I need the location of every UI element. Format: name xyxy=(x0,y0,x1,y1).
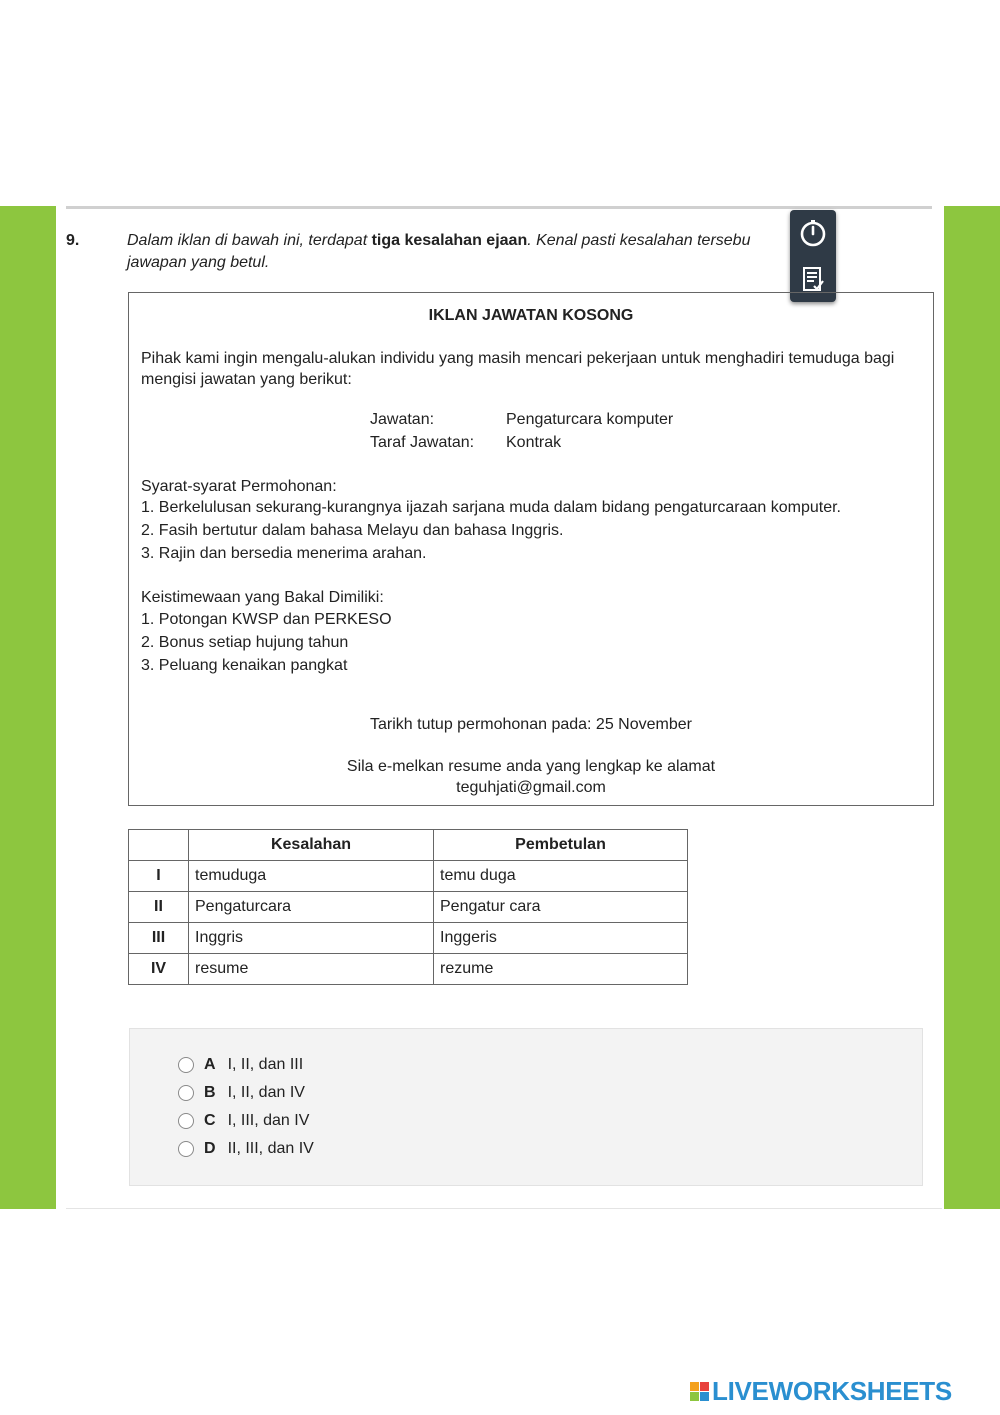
correction-cell: temu duga xyxy=(434,861,688,892)
option-a[interactable] xyxy=(178,1054,303,1076)
email-instruction: Sila e-melkan resume anda yang lengkap ke alamat xyxy=(346,758,716,775)
prompt-bold: tiga kesalahan ejaan xyxy=(371,232,528,249)
correction-cell: rezume xyxy=(434,954,688,985)
question-prompt xyxy=(127,230,887,274)
requirement-item: 3. Rajin dan bersedia menerima arahan. xyxy=(141,545,427,562)
right-green-border xyxy=(944,206,1000,1209)
error-cell: Inggris xyxy=(189,923,434,954)
row-numeral: IV xyxy=(129,954,189,985)
email-address: teguhjati@gmail.com xyxy=(456,779,606,796)
question-number: 9. xyxy=(66,232,80,249)
error-cell: temuduga xyxy=(189,861,434,892)
brand-name: LIVEWORKSHEETS xyxy=(712,1375,952,1406)
radio-button[interactable] xyxy=(178,1057,194,1073)
requirement-item: 2. Fasih bertutur dalam bahasa Melayu dan bahasa Inggris. xyxy=(141,522,564,539)
correction-cell: Pengatur cara xyxy=(434,892,688,923)
checklist-icon xyxy=(798,264,828,294)
row-numeral: II xyxy=(129,892,189,923)
option-b[interactable] xyxy=(178,1082,305,1104)
prompt-text-2: . Kenal pasti kesalahan tersebu xyxy=(527,232,751,249)
option-text: II, III, dan IV xyxy=(227,1140,314,1157)
table-header: Pembetulan xyxy=(434,830,688,861)
closing-date: Tarikh tutup permohonan pada: 25 November xyxy=(370,716,692,733)
logo-mark-icon xyxy=(690,1382,709,1401)
floating-toolbar xyxy=(790,210,836,302)
job-title-row xyxy=(370,411,673,429)
answer-options xyxy=(129,1028,923,1186)
benefit-item: 3. Peluang kenaikan pangkat xyxy=(141,657,348,674)
status-value: Kontrak xyxy=(506,434,562,451)
option-text: I, III, dan IV xyxy=(227,1112,310,1129)
option-letter: A xyxy=(204,1056,216,1073)
bottom-divider xyxy=(66,1208,942,1209)
option-text: I, II, dan IV xyxy=(227,1084,305,1101)
prompt-text-1: Dalam iklan di bawah ini, terdapat xyxy=(127,232,372,249)
benefits-title: Keistimewaan yang Bakal Dimiliki: xyxy=(141,589,384,606)
table-row xyxy=(129,892,688,923)
top-divider xyxy=(66,206,932,209)
table-header xyxy=(129,830,189,861)
option-text: I, II, dan III xyxy=(227,1056,304,1073)
liveworksheets-logo xyxy=(690,1376,952,1406)
table-header-row xyxy=(129,830,688,861)
table-row xyxy=(129,954,688,985)
radio-button[interactable] xyxy=(178,1085,194,1101)
table-row xyxy=(129,923,688,954)
option-letter: B xyxy=(204,1084,216,1101)
option-letter: C xyxy=(204,1112,216,1129)
prompt-text-4: jawapan yang betul. xyxy=(127,254,270,271)
left-green-border xyxy=(0,206,56,1209)
row-numeral: I xyxy=(129,861,189,892)
ad-title: IKLAN JAWATAN KOSONG xyxy=(428,307,634,324)
benefit-item: 2. Bonus setiap hujung tahun xyxy=(141,634,349,651)
radio-button[interactable] xyxy=(178,1141,194,1157)
job-label: Jawatan: xyxy=(370,411,435,428)
worksheet-page xyxy=(56,206,944,1209)
ad-intro: Pihak kami ingin mengalu-alukan individu yang masih mencari pekerjaan untuk menghadiri temuduga bagi mengisi jawatan yang berikut: xyxy=(141,350,895,388)
requirements-title: Syarat-syarat Permohonan: xyxy=(141,478,337,495)
error-cell: resume xyxy=(189,954,434,985)
benefit-item: 1. Potongan KWSP dan PERKESO xyxy=(141,611,392,628)
job-advertisement xyxy=(128,292,934,806)
status-label: Taraf Jawatan: xyxy=(370,434,475,451)
stopwatch-icon xyxy=(798,218,828,248)
job-value: Pengaturcara komputer xyxy=(506,411,674,428)
table-row xyxy=(129,861,688,892)
requirement-item: 1. Berkelulusan sekurang-kurangnya ijazah sarjana muda dalam bidang pengaturcaraan komputer. xyxy=(141,499,841,516)
job-status-row xyxy=(370,434,561,452)
table-header: Kesalahan xyxy=(189,830,434,861)
correction-cell: Inggeris xyxy=(434,923,688,954)
errors-table xyxy=(128,829,688,985)
option-c[interactable] xyxy=(178,1110,309,1132)
timer-button[interactable] xyxy=(790,212,836,256)
option-letter: D xyxy=(204,1140,216,1157)
row-numeral: III xyxy=(129,923,189,954)
error-cell: Pengaturcara xyxy=(189,892,434,923)
radio-button[interactable] xyxy=(178,1113,194,1129)
option-d[interactable] xyxy=(178,1138,314,1160)
